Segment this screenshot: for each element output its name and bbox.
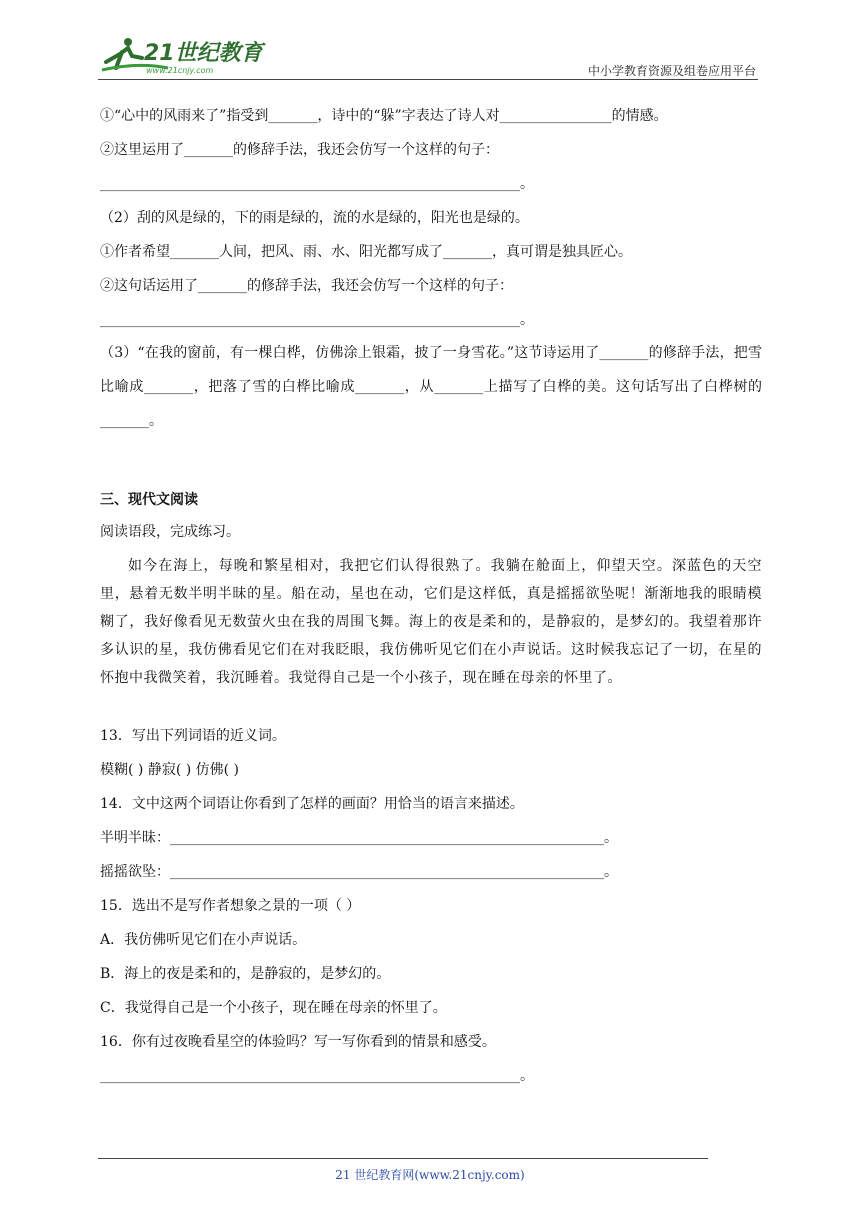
footer-text: 21 世纪教育网(www.21cnjy.com) — [335, 1168, 525, 1182]
q3-paragraph: （3）“在我的窗前，有一棵白桦，仿佛涂上银霜，披了一身雪花。”这节诗运用了_______的修辞手法，把雪比喻成_______，把落了雪的白桦比喻成_______，从_______上描写了白桦的美。这句话写出了白桦树的_______。 — [100, 345, 762, 429]
q13-words: 模糊( ) 静寂( ) 仿佛( ) — [100, 762, 240, 778]
header-divider — [98, 79, 758, 80]
q14-answer-b: 摇摇欲坠：______________________________________________________________。 — [100, 864, 618, 880]
svg-text:www.21cnjy.com: www.21cnjy.com — [146, 66, 214, 75]
q2-line3: ②这句话运用了_______的修辞手法，我还会仿写一个这样的句子： — [100, 278, 513, 294]
platform-label: 中小学教育资源及组卷应用平台 — [587, 64, 756, 78]
q1-line2: ②这里运用了_______的修辞手法，我还会仿写一个这样的句子： — [100, 142, 499, 158]
q16-answer-line: ____________________________________________________________。 — [100, 1068, 534, 1084]
q15-option-a: A．我仿佛听见它们在小声说话。 — [100, 932, 307, 948]
svg-text:21世纪教育: 21世纪教育 — [144, 41, 263, 66]
section-intro: 阅读语段，完成练习。 — [100, 524, 240, 540]
q15-option-b: B．海上的夜是柔和的，是静寂的，是梦幻的。 — [100, 966, 391, 982]
q13-prompt: 13．写出下列词语的近义词。 — [100, 728, 286, 744]
q15-option-c: C．我觉得自己是一个小孩子，现在睡在母亲的怀里了。 — [100, 1000, 447, 1016]
q2-line2: ①作者希望_______人间，把风、雨、水、阳光都写成了_______，真可谓是独具匠心。 — [100, 244, 632, 260]
q16-prompt: 16．你有过夜晚看星空的体验吗？写一写你看到的情景和感受。 — [100, 1034, 496, 1050]
section-title: 三、现代文阅读 — [100, 492, 198, 508]
q1-line1: ①“心中的风雨来了”指受到_______，诗中的“躲”字表达了诗人对________________的情感。 — [100, 108, 668, 124]
q14-prompt: 14．文中这两个词语让你看到了怎样的画面？用恰当的语言来描述。 — [100, 796, 524, 812]
q1-answer-line: ____________________________________________________________。 — [100, 176, 534, 192]
reading-passage: 如今在海上，每晚和繁星相对，我把它们认得很熟了。我躺在舱面上，仰望天空。深蓝色的天空里，悬着无数半明半昧的星。船在动，星也在动，它们是这样低，真是摇摇欲坠呢！渐渐地我的眼睛模糊了，我好像看见无数萤火虫在我的周围飞舞。海上的夜是柔和的，是静寂的，是梦幻的。我望着那许多认识的星，我仿佛看见它们在对我眨眼，我仿佛听见它们在小声说话。这时候我忘记了一切，在星的怀抱中我微笑着，我沉睡着。我觉得自己是一个小孩子，现在睡在母亲的怀里了。 — [100, 558, 762, 686]
page-header — [98, 34, 758, 80]
runner-logo-icon — [98, 34, 268, 76]
q14-answer-a: 半明半昧：______________________________________________________________。 — [100, 830, 618, 846]
q15-prompt: 15．选出不是写作者想象之景的一项（ ） — [100, 898, 361, 914]
footer-divider — [98, 1158, 708, 1159]
q2-answer-line: ____________________________________________________________。 — [100, 312, 534, 328]
logo — [98, 34, 268, 76]
q2-line1: （2）刮的风是绿的，下的雨是绿的，流的水是绿的，阳光也是绿的。 — [100, 210, 529, 226]
